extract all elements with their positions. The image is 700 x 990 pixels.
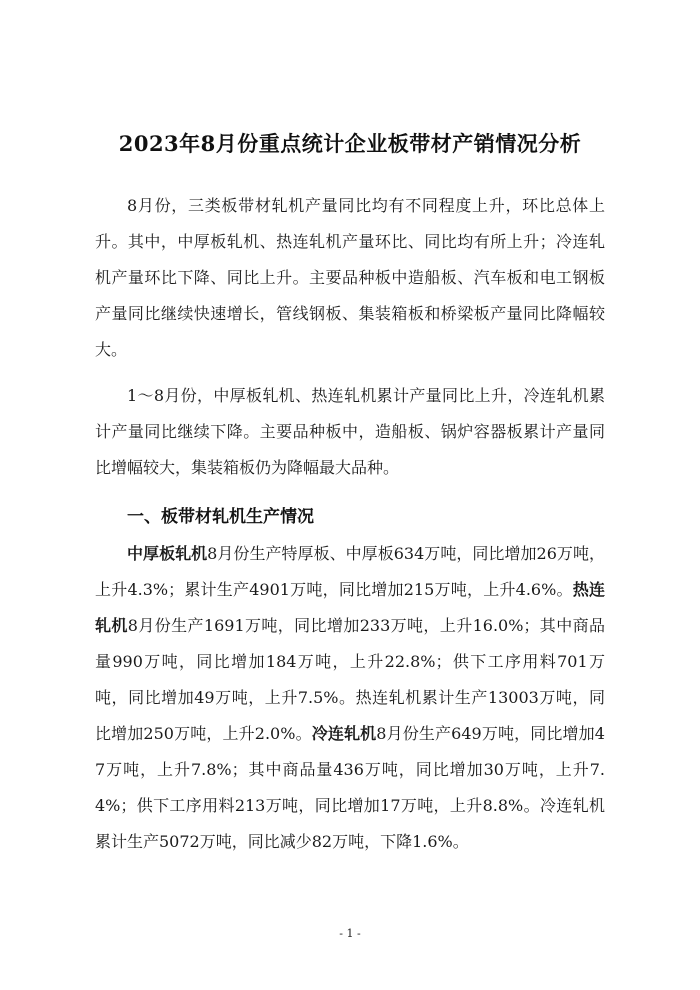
label-medium-plate-mill: 中厚板轧机 <box>127 544 208 563</box>
paragraph-mill-production <box>95 536 605 860</box>
section-heading: 一、板带材轧机生产情况 <box>127 507 314 527</box>
document-title: 2023年8月份重点统计企业板带材产销情况分析 <box>118 131 582 156</box>
label-hot-strip-mill: 热连轧机 <box>95 580 605 635</box>
page-number: - 1 - <box>339 927 361 940</box>
paragraph-summary-august <box>95 188 605 368</box>
paragraph-summary-cumulative <box>95 378 605 486</box>
paragraph-text: 1～8月份，中厚板轧机、热连轧机累计产量同比上升，冷连轧机累计产量同比继续下降。主要品种板中，造船板、锅炉容器板累计产量同比增幅较大，集装箱板仍为降幅最大品种。 <box>95 386 605 477</box>
text-cold-strip-mill: 8月份生产649万吨，同比增加47万吨，上升7.8%；其中商品量436万吨，同比增加30万吨，上升7.4%；供下工序用料213万吨，同比增加17万吨，上升8.8%。冷连轧机累计生产5072万吨，同比减少82万吨，下降1.6%。 <box>95 724 605 851</box>
paragraph-text <box>95 536 605 860</box>
paragraph-text: 8月份，三类板带材轧机产量同比均有不同程度上升，环比总体上升。其中，中厚板轧机、热连轧机产量环比、同比均有所上升；冷连轧机产量环比下降、同比上升。主要品种板中造船板、汽车板和电工钢板产量同比继续快速增长，管线钢板、集装箱板和桥梁板产量同比降幅较大。 <box>95 196 605 359</box>
label-cold-strip-mill: 冷连轧机 <box>311 724 377 743</box>
text-medium-plate-mill: 8月份生产特厚板、中厚板634万吨，同比增加26万吨，上升4.3%；累计生产4901万吨，同比增加215万吨，上升4.6%。 <box>95 544 605 599</box>
text-hot-strip-mill: 8月份生产1691万吨，同比增加233万吨，上升16.0%；其中商品量990万吨，同比增加184万吨，上升22.8%；供下工序用料701万吨，同比增加49万吨，上升7.5%。热连轧机累计生产13003万吨，同比增加250万吨，上升2.0%。 <box>95 616 605 743</box>
